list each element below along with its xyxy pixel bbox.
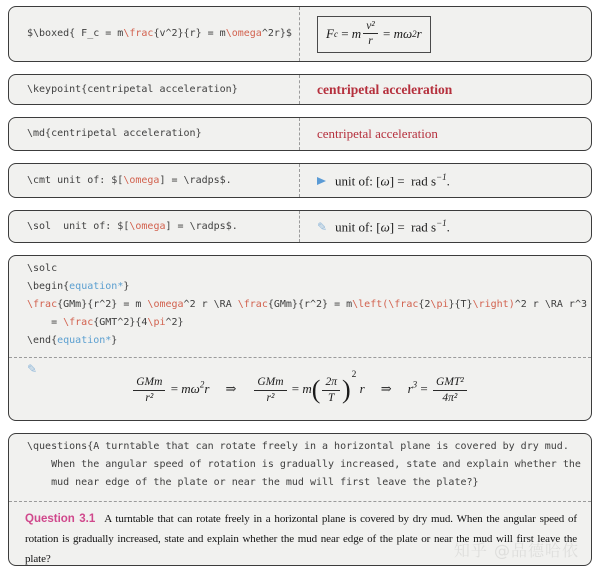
superscript: 2 [412, 28, 417, 39]
panel-columns [9, 75, 591, 104]
panel-keypoint [8, 74, 592, 105]
code-segment: \right) [472, 299, 515, 310]
code-segment: = [27, 317, 64, 328]
code-segment: \begin{ [27, 281, 70, 292]
code-segment: {2 [418, 299, 431, 310]
rendered-output [300, 164, 591, 197]
code-segment: \md{centripetal acceleration} [27, 128, 202, 139]
code-block [9, 256, 591, 350]
code-block [9, 434, 591, 492]
code-segment: {v^2}{r} = m [153, 28, 226, 39]
code-segment: {GMT^2}{4 [93, 317, 148, 328]
pencil-icon: ✎ [317, 219, 328, 234]
math-italic: r [356, 380, 365, 396]
code-segment: } [111, 335, 118, 346]
denominator: 4π² [442, 391, 458, 404]
code-segment: \cmt unit of: $[ [27, 174, 124, 186]
implies-arrow: ⇒ [225, 380, 237, 396]
rendered-equation-area [9, 358, 591, 416]
code-segment: equation* [57, 335, 112, 346]
code-segment: }{T} [448, 299, 473, 310]
numerator: GMm [133, 376, 165, 391]
rendered-output [300, 75, 591, 104]
math-italic: r [204, 380, 210, 396]
math-text: ] = rad s [389, 219, 437, 235]
panel-questions [8, 433, 592, 566]
code-segment: \frac [237, 299, 268, 310]
superscript: −1 [436, 217, 447, 228]
code-line [27, 81, 299, 99]
math-text: = [417, 380, 432, 396]
code-line [27, 278, 591, 296]
code-segment: mud near edge of the plate or near the mud will first leave the plate?} [27, 477, 479, 488]
math-italic: mω [393, 25, 413, 41]
code-segment: $\boxed{ F_c = m [27, 28, 124, 39]
code-block [9, 7, 299, 61]
math-italic: r [407, 380, 413, 396]
parenthesis: ( [311, 375, 321, 404]
code-segment: \pi [430, 299, 449, 310]
fraction [254, 376, 286, 404]
math-italic: r [416, 25, 422, 41]
code-line [27, 314, 591, 332]
numerator: v² [363, 20, 378, 35]
code-segment: ] = \radps$. [159, 174, 232, 186]
code-segment: \omega [147, 299, 184, 310]
code-segment: {GMm}{r^2} = m [57, 299, 148, 310]
code-segment: \questions{A turntable that can rotate freely in a horizontal plane is covered by dry mud. [27, 441, 569, 452]
code-segment: \keypoint{centripetal acceleration} [27, 83, 238, 95]
code-line [27, 438, 591, 456]
superscript: −1 [436, 171, 447, 182]
panel-cmt [8, 163, 592, 198]
code-line [27, 218, 299, 236]
fraction [363, 20, 378, 48]
boxed-formula [317, 16, 431, 53]
numerator: 2π [322, 376, 340, 391]
math-text: = [288, 380, 303, 396]
math-italic: m [302, 380, 312, 396]
panel-columns [9, 164, 591, 197]
math-text: unit of: [ [335, 173, 381, 189]
implies-arrow: ⇒ [380, 380, 392, 396]
unit-text [335, 218, 450, 235]
code-line [27, 125, 299, 143]
code-segment: ^2r}$ [261, 28, 292, 39]
code-segment: equation* [69, 281, 124, 292]
code-line [27, 296, 591, 314]
code-block [9, 211, 299, 242]
arrowhead-icon [317, 177, 326, 185]
code-segment: \solc [27, 263, 58, 274]
code-segment: {GMm}{r^2} = m [267, 299, 353, 310]
code-segment: ^2 r \RA [183, 299, 238, 310]
equation [131, 370, 469, 404]
code-block [9, 118, 299, 150]
code-segment: \end{ [27, 335, 58, 346]
code-block [9, 164, 299, 197]
superscript: 2 [351, 369, 357, 380]
parenthesis: ) [341, 375, 351, 404]
math-text: = [337, 25, 352, 41]
keypoint-text: centripetal acceleration [317, 81, 453, 97]
code-line [27, 456, 591, 474]
math-text: = [379, 25, 394, 41]
panel-sol [8, 210, 592, 243]
code-line [27, 172, 299, 190]
fraction [322, 376, 340, 404]
denominator: r [368, 35, 373, 47]
rendered-output [300, 118, 591, 150]
numerator: GMm [254, 376, 286, 391]
panel-columns [9, 211, 591, 242]
superscript: 2 [199, 379, 205, 390]
code-segment: \pi [147, 317, 166, 328]
code-segment: \frac [388, 299, 419, 310]
code-segment: \omega [129, 220, 166, 232]
subscript: c [333, 28, 338, 39]
fraction [433, 376, 467, 404]
code-segment: \frac [123, 28, 154, 39]
code-segment: \frac [63, 317, 94, 328]
code-segment: \omega [123, 174, 160, 186]
math-italic: F [326, 25, 334, 41]
panel-columns [9, 7, 591, 61]
unit-text [335, 172, 450, 189]
code-line [27, 260, 591, 278]
math-text: unit of: [ [335, 219, 381, 235]
math-text: . [446, 219, 450, 235]
question-text: A turntable that can rotate freely in a horizontal plane is covered by dry mud. When the angular speed of rotation is gradually increased, state and explain whether the mud near edge of the plate or near the mud will first leave the plate? [25, 513, 577, 565]
code-segment: When the angular speed of rotation is gradually increased, state and explain whether the [27, 459, 581, 470]
panel-solc [8, 255, 592, 421]
pencil-icon: ✎ [27, 362, 38, 376]
panel-boxed-formula [8, 6, 592, 62]
math-text: = [167, 380, 182, 396]
code-line [27, 332, 591, 350]
code-line [27, 25, 299, 43]
math-italic: ω [380, 219, 390, 235]
question-label: Question 3.1 [25, 513, 96, 525]
md-text: centripetal acceleration [317, 126, 438, 141]
numerator: GMT² [433, 376, 467, 391]
math-italic: ω [380, 173, 390, 189]
fraction [133, 376, 165, 404]
watermark: 知乎 @品德哈依 [453, 541, 579, 560]
math-text: ] = rad s [389, 173, 437, 189]
superscript: 3 [412, 379, 418, 390]
code-block [9, 75, 299, 104]
denominator: T [328, 391, 335, 404]
code-segment: ^2} [165, 317, 184, 328]
code-segment: \sol unit of: $[ [27, 220, 130, 232]
code-segment: \frac [27, 299, 58, 310]
panel-columns [9, 118, 591, 150]
math-text: . [446, 173, 450, 189]
code-line [27, 474, 591, 492]
code-segment: ^2 r \RA r^3 [514, 299, 587, 310]
rendered-output [300, 7, 591, 61]
math-italic: m [351, 25, 362, 41]
denominator: r² [266, 391, 275, 404]
math-italic: mω [181, 380, 200, 396]
code-segment: \left( [352, 299, 389, 310]
denominator: r² [145, 391, 154, 404]
panel-md [8, 117, 592, 151]
code-segment: ] = \radps$. [165, 220, 238, 232]
rendered-output [300, 211, 591, 242]
code-segment: \omega [225, 28, 262, 39]
code-segment: } [123, 281, 130, 292]
